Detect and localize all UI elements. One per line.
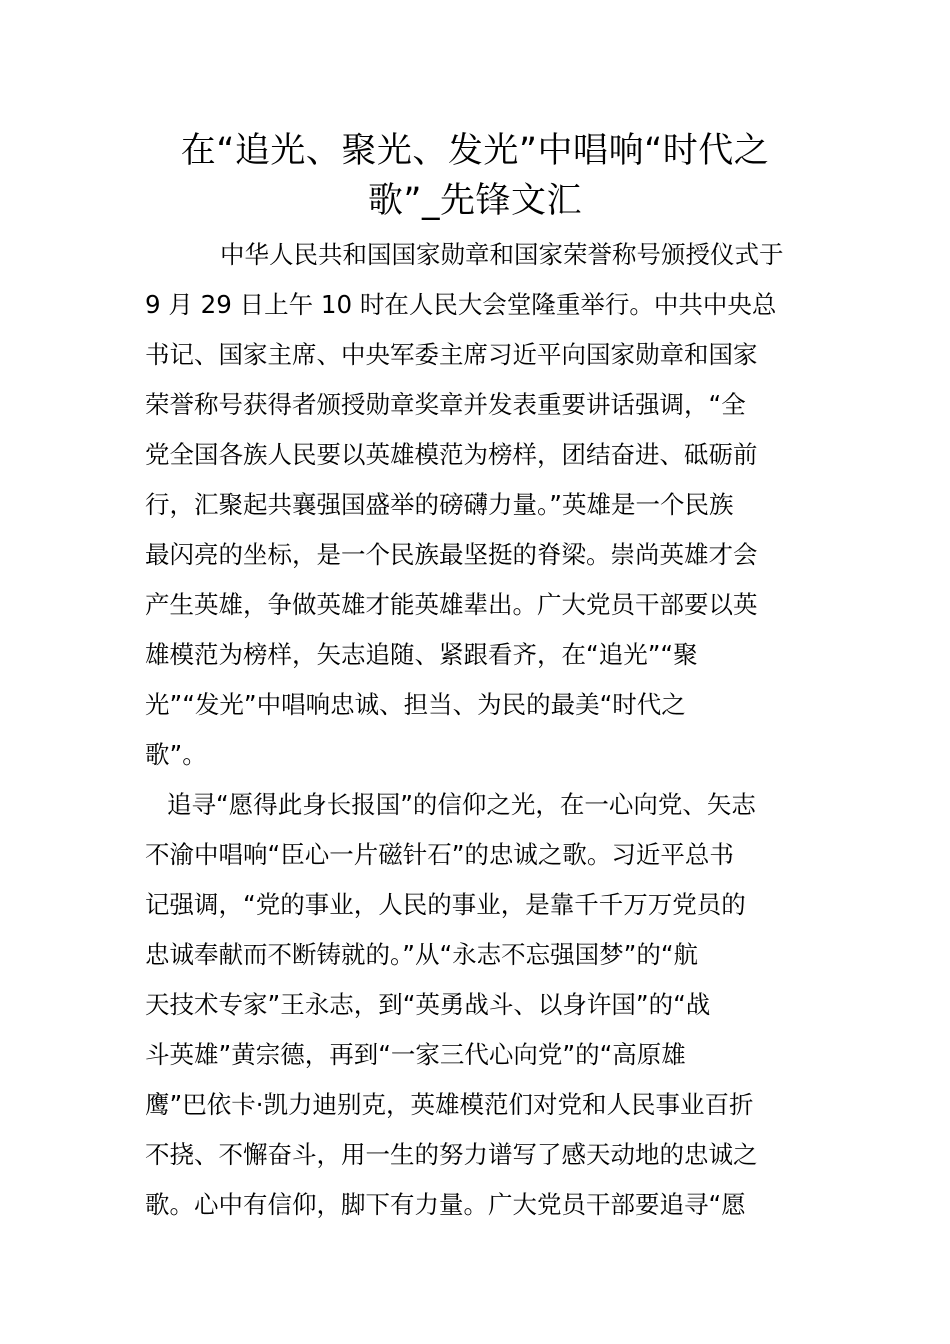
- text-line: 歌”。: [145, 740, 207, 769]
- text-line: 歌。心中有信仰，脚下有力量。广大党员干部要追寻“愿: [145, 1190, 746, 1219]
- text-line: 雄模范为榜样，矢志追随、紧跟看齐，在“追光”“聚: [145, 640, 698, 669]
- text-line: 行，汇聚起共襄强国盛举的磅礴力量。”英雄是一个民族: [145, 490, 734, 519]
- text-line: 记强调，“党的事业，人民的事业，是靠千千万万党员的: [145, 890, 746, 919]
- text-line: 荣誉称号获得者颁授勋章奖章并发表重要讲话强调，“全: [145, 390, 746, 419]
- text-line: 鹰”巴依卡·凯力迪别克，英雄模范们对党和人民事业百折: [145, 1090, 754, 1119]
- paragraph-2: [145, 780, 815, 1230]
- text-line: 斗英雄”黄宗德，再到“一家三代心向党”的“高原雄: [145, 1040, 686, 1069]
- title-line: 在“追光、聚光、发光”中唱响“时代之: [180, 131, 770, 171]
- text-line: 最闪亮的坐标，是一个民族最坚挺的脊梁。崇尚英雄才会: [145, 540, 758, 569]
- document-body: [145, 230, 815, 1230]
- text-line: 中华人民共和国国家勋章和国家荣誉称号颁授仪式于: [220, 240, 784, 269]
- text-line: 党全国各族人民要以英雄模范为榜样，团结奋进、砥砺前: [145, 440, 758, 469]
- title-line: 歌”_先锋文汇: [367, 181, 583, 221]
- text-line: 追寻“愿得此身长报国”的信仰之光，在一心向党、矢志: [167, 790, 756, 819]
- text-line: 不渝中唱响“臣心一片磁针石”的忠诚之歌。习近平总书: [145, 840, 734, 869]
- text-line: 天技术专家”王永志，到“英勇战斗、以身许国”的“战: [145, 990, 711, 1019]
- document-title: [140, 126, 810, 226]
- paragraph-1: [145, 230, 815, 780]
- text-line: 产生英雄，争做英雄才能英雄辈出。广大党员干部要以英: [145, 590, 758, 619]
- text-line: 书记、国家主席、中央军委主席习近平向国家勋章和国家: [145, 340, 758, 369]
- text-line: 光”“发光”中唱响忠诚、担当、为民的最美“时代之: [145, 690, 686, 719]
- text-line: 忠诚奉献而不断铸就的。”从“永志不忘强国梦”的“航: [145, 940, 699, 969]
- text-line: 9 月 29 日上午 10 时在人民大会堂隆重举行。中共中央总: [145, 290, 777, 319]
- text-line: 不挠、不懈奋斗，用一生的努力谱写了感天动地的忠诚之: [145, 1140, 758, 1169]
